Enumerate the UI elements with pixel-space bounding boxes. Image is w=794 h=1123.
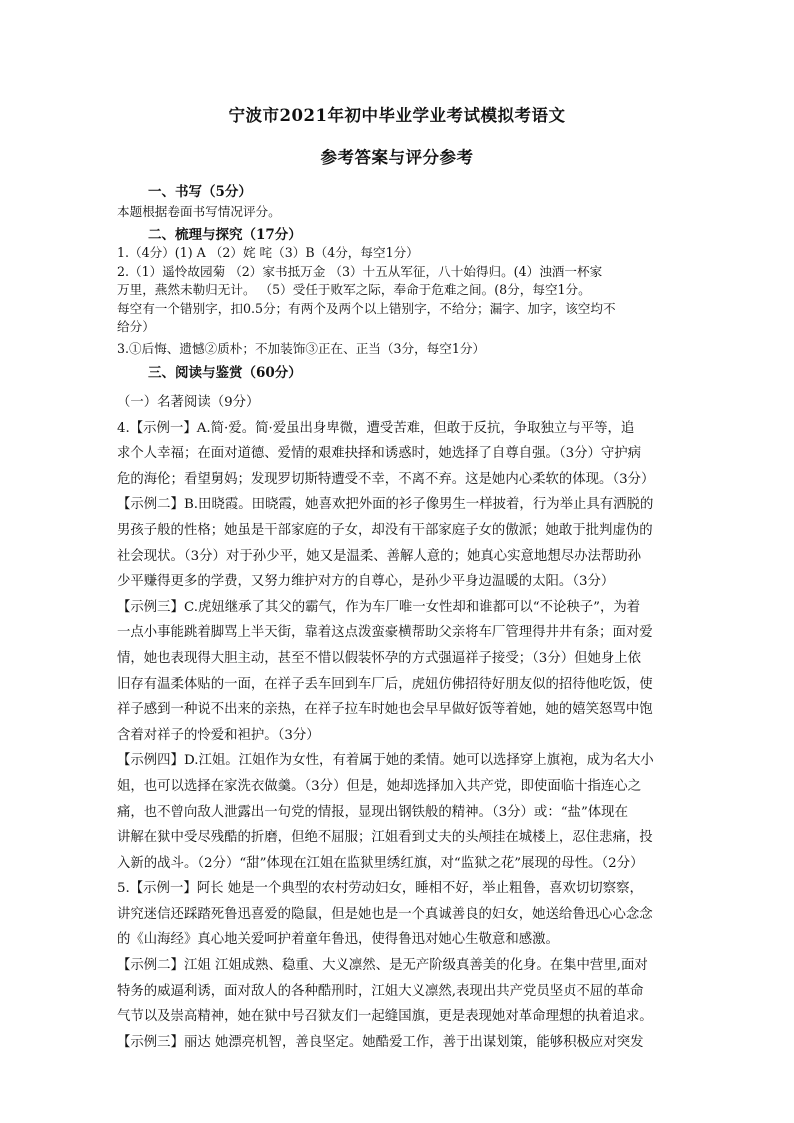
text-line: 含着对祥子的怜爱和袒护。（3分） [117,727,320,743]
text-line: 【示例二】江姐 江姐成熟、稳重、大义凛然、是无产阶级真善美的化身。在集中营里,面对 [117,958,648,974]
page-title: 宁波市2021年初中毕业学业考试模拟考语文 [228,106,566,125]
text-line: 痛，也不曾向敌人泄露出一句党的情报，显现出钢铁般的精神。（3分）或：“盐”体现在 [117,804,628,820]
text-line: 讲究迷信还踩踏死鲁迅喜爱的隐鼠，但是她也是一个真诚善良的妇女，她送给鲁迅心心念念 [117,906,653,922]
text-line: 给分） [117,319,155,334]
section-heading-writing: 一、书写（5分） [148,184,252,200]
text-line: 求个人幸福；在面对道德、爱情的艰难抉择和诱惑时，她选择了自尊自强。（3分）守护病 [117,446,642,462]
text-line: 3.①后悔、遗憾②质朴；不加装饰③正在、正当（3分，每空1分） [117,340,486,356]
text-line: 旧存有温柔体贴的一面，在祥子丢车回到车厂后，虎妞仿佛招待好朋友似的招待他吃饭，使 [117,676,653,692]
text-line: 【示例三】C.虎妞继承了其父的霸气，作为车厂唯一女性却和谁都可以“不论秧子”，为着 [117,599,641,615]
text-line: 本题根据卷面书写情况评分。 [117,204,281,219]
text-line: 4.【示例一】A.简·爱。简·爱虽出身卑微，遭受苦难，但敢于反抗，争取独立与平等，追 [117,420,635,436]
text-line: 一点小事能跳着脚骂上半天街，靠着这点泼蛮豪横帮助父亲将车厂管理得井井有条；面对爱 [117,625,653,641]
text-line: 少平赚得更多的学费，又努力维护对方的自尊心，是孙少平身边温暖的太阳。（3分） [117,574,615,590]
text-line: 危的海伦；看望舅妈；发现罗切斯特遭受不幸，不离不弃。这是她内心柔软的体现。（3分） [117,471,655,487]
text-line: 万里，燕然未勒归无计。 （5）受任于败军之际，奉命于危难之间。(8分，每空1分。 [117,282,591,297]
text-line: 男孩子般的性格；她虽是干部家庭的子女，却没有干部家庭子女的傲派；她敢于批判虚伪的 [117,522,653,538]
section-review-body [117,244,683,358]
page-subtitle: 参考答案与评分参考 [320,148,474,167]
text-line: 每空有一个错别字，扣0.5分；有两个及两个以上错别字，不给分；漏字、加字，该空均不 [117,300,616,316]
text-line: 的《山海经》真心地关爱呵护着童年鲁迅，使得鲁迅对她心生敬意和感激。 [117,932,559,948]
text-line: 情，她也表现得大胆主动，甚至不惜以假装怀孕的方式强逼祥子接受；（3分）但她身上依 [117,650,642,666]
text-line: 【示例四】D.江姐。江姐作为女性，有着属于她的柔情。她可以选择穿上旗袍，成为名大小 [117,753,654,769]
text-line: 社会现状。（3分）对于孙少平，她又是温柔、善解人意的；她真心实意地想尽办法帮助孙 [117,548,642,564]
text-line: 2.（1）遥怜故园菊 （2）家书抵万金 （3）十五从军征，八十始得归。(4）浊酒一杯家 [117,263,603,279]
section-reading-body [117,390,683,1055]
text-line: 1.（4分）(1) A （2）姹 咤（3）B（4分，每空1分） [117,245,419,260]
section-heading-review: 二、梳理与探究（17分） [148,227,302,243]
text-line: （一）名著阅读（9分） [117,395,260,410]
section-heading-reading: 三、阅读与鉴赏（60分） [148,365,302,381]
text-line: 5.【示例一】阿长 她是一个典型的农村劳动妇女，睡相不好，举止粗鲁，喜欢切切察察， [117,881,643,897]
text-line: 【示例三】丽达 她漂亮机智，善良坚定。她酷爱工作，善于出谋划策，能够积极应对突发 [117,1034,644,1050]
text-line: 姐，也可以选择在家洗衣做羹。（3分）但是，她却选择加入共产党，即使面临十指连心之 [117,778,642,794]
text-line: 讲解在狱中受尽残酷的折磨，但绝不屈服；江姐看到丈夫的头颅挂在城楼上，忍住悲痛，投 [117,830,653,846]
text-line: 入新的战斗。（2分）“甜”体现在江姐在监狱里绣红旗，对“监狱之花”展现的母性。（2分） [117,855,644,871]
text-line: 祥子感到一种说不出来的亲热，在祥子拉车时她也会早早做好饭等着她，她的嬉笑怒骂中饱 [117,702,653,718]
section-writing-body [117,203,683,222]
text-line: 【示例二】B.田晓霞。田晓霞，她喜欢把外面的衫子像男生一样披着，行为举止具有洒脱的 [117,497,654,513]
text-line: 特务的威逼利诱，面对敌人的各种酷刑时，江姐大义凛然,表现出共产党员坚贞不屈的革命 [117,983,644,999]
text-line: 气节以及崇高精神，她在狱中号召狱友们一起缝国旗，更是表现她对革命理想的执着追求。 [117,1009,653,1025]
